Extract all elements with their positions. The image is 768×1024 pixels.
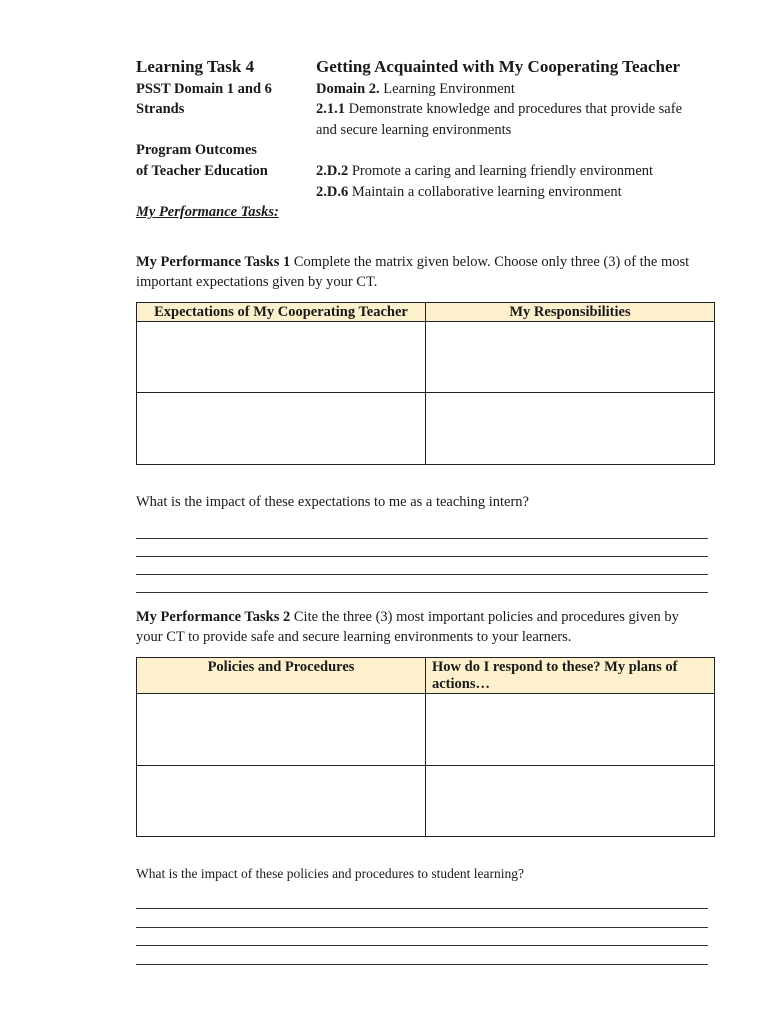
policy-cell[interactable]	[137, 766, 426, 837]
expectation-cell[interactable]	[137, 322, 426, 393]
strand-line-1	[316, 99, 682, 120]
strand-text-1: Demonstrate knowledge and procedures that provide safe	[345, 101, 683, 117]
expectations-matrix	[136, 302, 715, 465]
domain-code: Domain 2.	[316, 81, 380, 97]
policies-column-header: Policies and Procedures	[137, 658, 426, 694]
response-cell[interactable]	[426, 694, 715, 766]
policy-cell[interactable]	[137, 694, 426, 766]
domain-text: Learning Environment	[379, 81, 515, 97]
task1-label: My Performance Tasks 1	[136, 254, 291, 270]
psst-label-line-2: Strands	[136, 101, 185, 117]
response-header-line-1: How do I respond to these? My plans of	[432, 659, 678, 675]
outcome-2-text: Maintain a collaborative learning environment	[348, 184, 622, 200]
responsibility-cell[interactable]	[426, 322, 715, 393]
responsibility-cell[interactable]	[426, 393, 715, 465]
outcomes-label-line-1: Program Outcomes	[136, 142, 257, 158]
answer-line[interactable]	[136, 538, 708, 539]
outcome-1-code: 2.D.2	[316, 163, 349, 179]
psst-label-line-1: PSST Domain 1 and 6	[136, 81, 272, 97]
response-column-header	[426, 658, 715, 694]
answer-line[interactable]	[136, 945, 708, 946]
task1-text-1: Complete the matrix given below. Choose only three (3) of the most	[290, 254, 690, 270]
performance-tasks-heading: My Performance Tasks:	[136, 204, 279, 220]
response-header-line-2: actions…	[432, 676, 490, 692]
outcome-line-1	[316, 161, 653, 182]
task1-instruction-line-1	[136, 252, 689, 273]
outcomes-label-line-2: of Teacher Education	[136, 163, 268, 179]
domain-line	[316, 79, 515, 100]
learning-task-title: Getting Acquainted with My Cooperating Teacher	[316, 57, 681, 76]
strand-code: 2.1.1	[316, 101, 345, 117]
expectation-cell[interactable]	[137, 393, 426, 465]
outcome-2-code: 2.D.6	[316, 184, 349, 200]
answer-line[interactable]	[136, 964, 708, 965]
outcome-line-2	[316, 182, 622, 203]
answer-line[interactable]	[136, 908, 708, 909]
task2-instruction-line-2: your CT to provide safe and secure learning environments to your learners.	[136, 629, 572, 645]
expectations-column-header: Expectations of My Cooperating Teacher	[137, 303, 426, 322]
task1-instruction-line-2: important expectations given by your CT.	[136, 274, 378, 290]
task2-instruction-line-1	[136, 607, 679, 628]
response-cell[interactable]	[426, 766, 715, 837]
answer-line[interactable]	[136, 592, 708, 593]
learning-task-label: Learning Task 4	[136, 57, 255, 76]
task2-label: My Performance Tasks 2	[136, 609, 291, 625]
task1-question: What is the impact of these expectations to me as a teaching intern?	[136, 494, 529, 510]
task2-text-1: Cite the three (3) most important policies and procedures given by	[290, 609, 679, 625]
answer-line[interactable]	[136, 574, 708, 575]
task2-question: What is the impact of these policies and procedures to student learning?	[136, 866, 524, 881]
strand-line-2: and secure learning environments	[316, 122, 512, 138]
answer-line[interactable]	[136, 556, 708, 557]
outcome-1-text: Promote a caring and learning friendly environment	[348, 163, 654, 179]
policies-matrix	[136, 657, 715, 837]
answer-line[interactable]	[136, 927, 708, 928]
responsibilities-column-header: My Responsibilities	[426, 303, 715, 322]
